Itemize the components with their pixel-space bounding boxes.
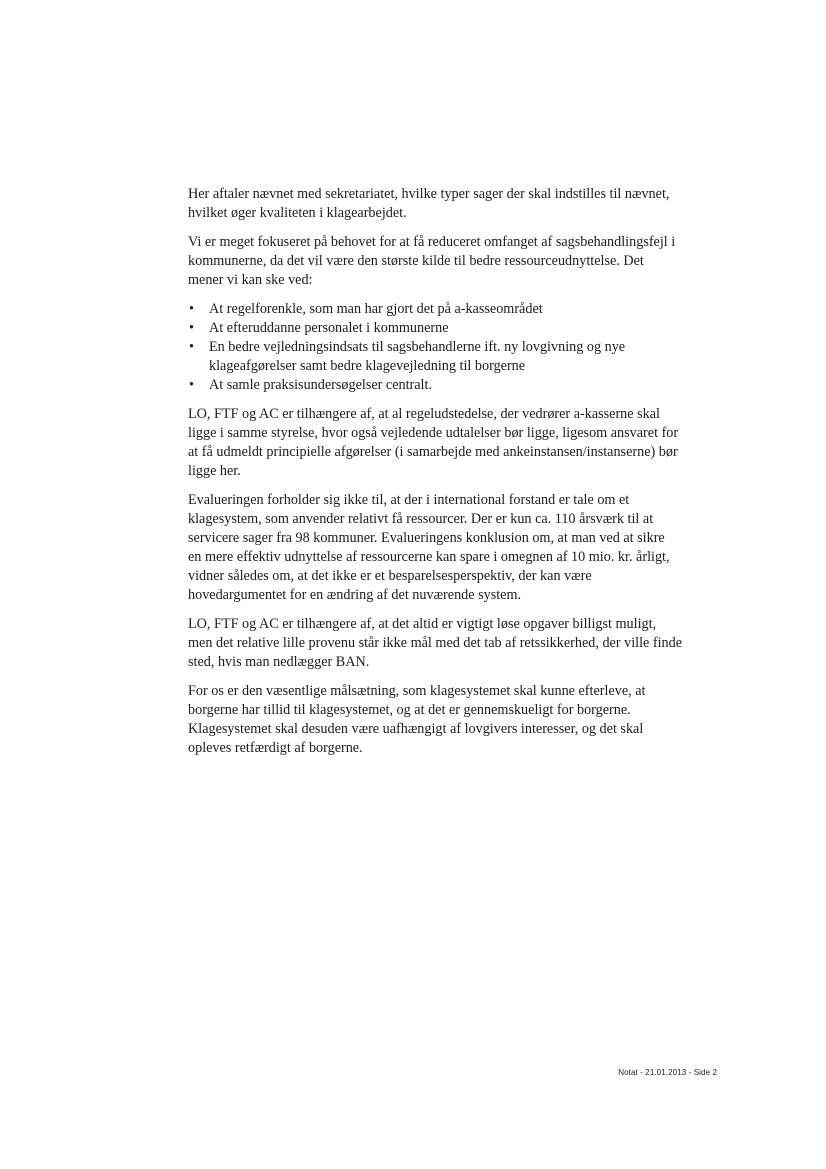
paragraph bbox=[188, 682, 728, 758]
bullet-list-item bbox=[188, 338, 728, 376]
text-line: Klagesystemet skal desuden være uafhængigt af lovgivers interesser, og det skal bbox=[188, 721, 644, 737]
text-line: At samle praksisundersøgelser centralt. bbox=[209, 377, 432, 393]
text-line: Vi er meget fokuseret på behovet for at få reduceret omfanget af sagsbehandlingsfejl i bbox=[188, 234, 676, 250]
bullet-icon: • bbox=[189, 301, 194, 317]
text-line: servicere sager fra 98 kommuner. Evalueringens konklusion om, at man ved at sikre bbox=[188, 530, 665, 546]
text-line: at få udmeldt principielle afgørelser (i samarbejde med ankeinstansen/instanserne) bør bbox=[188, 444, 678, 460]
text-line: LO, FTF og AC er tilhængere af, at det altid er vigtigt løse opgaver billigst muligt, bbox=[188, 616, 657, 632]
text-line: At regelforenkle, som man har gjort det på a-kasseområdet bbox=[209, 301, 543, 317]
text-line: Her aftaler nævnet med sekretariatet, hvilke typer sager der skal indstilles til nævnet, bbox=[188, 186, 670, 202]
bullet-list-item bbox=[188, 376, 728, 395]
text-line: hvilket øger kvaliteten i klagearbejdet. bbox=[188, 205, 407, 221]
text-line: men det relative lille provenu står ikke mål med det tab af retssikkerhed, der ville finde bbox=[188, 635, 683, 651]
bullet-list bbox=[188, 300, 728, 395]
text-line: opleves retfærdigt af borgerne. bbox=[188, 740, 363, 756]
document-body bbox=[188, 185, 728, 768]
paragraph bbox=[188, 615, 728, 672]
bullet-icon: • bbox=[189, 320, 194, 336]
text-line: For os er den væsentlige målsætning, som klagesystemet skal kunne efterleve, at bbox=[188, 683, 646, 699]
text-line: klagesystem, som anvender relativt få ressourcer. Der er kun ca. 110 årsværk til at bbox=[188, 511, 654, 527]
text-line: ligge i samme styrelse, hvor også vejledende udtalelser bør ligge, ligesom ansvaret for bbox=[188, 425, 679, 441]
text-line: Evalueringen forholder sig ikke til, at der i international forstand er tale om et bbox=[188, 492, 630, 508]
text-line: At efteruddanne personalet i kommunerne bbox=[209, 320, 449, 336]
text-line: sted, hvis man nedlægger BAN. bbox=[188, 654, 370, 670]
text-line: En bedre vejledningsindsats til sagsbehandlerne ift. ny lovgivning og nye bbox=[209, 339, 626, 355]
paragraph bbox=[188, 185, 728, 223]
paragraph bbox=[188, 233, 728, 290]
bullet-list-item bbox=[188, 319, 728, 338]
text-line: ligge her. bbox=[188, 463, 241, 479]
text-line: hovedargumentet for en ændring af det nuværende system. bbox=[188, 587, 522, 603]
bullet-list-item bbox=[188, 300, 728, 319]
bullet-icon: • bbox=[189, 339, 194, 355]
text-line: kommunerne, da det vil være den største kilde til bedre ressourceudnyttelse. Det bbox=[188, 253, 644, 269]
text-line: en mere effektiv udnyttelse af ressourcerne kan spare i omegnen af 10 mio. kr. årligt, bbox=[188, 549, 670, 565]
paragraph bbox=[188, 405, 728, 481]
text-line: mener vi kan ske ved: bbox=[188, 272, 313, 288]
text-line: klageafgørelser samt bedre klagevejledning til borgerne bbox=[209, 358, 526, 374]
text-line: borgerne har tillid til klagesystemet, og at det er gennemskueligt for borgerne. bbox=[188, 702, 631, 718]
paragraph bbox=[188, 491, 728, 605]
text-line: LO, FTF og AC er tilhængere af, at al regeludstedelse, der vedrører a-kasserne skal bbox=[188, 406, 660, 422]
bullet-icon: • bbox=[189, 377, 194, 393]
page-footer: Notat - 21.01.2013 - Side 2 bbox=[618, 1068, 717, 1077]
text-line: vidner således om, at det ikke er et besparelsesperspektiv, der kan være bbox=[188, 568, 592, 584]
